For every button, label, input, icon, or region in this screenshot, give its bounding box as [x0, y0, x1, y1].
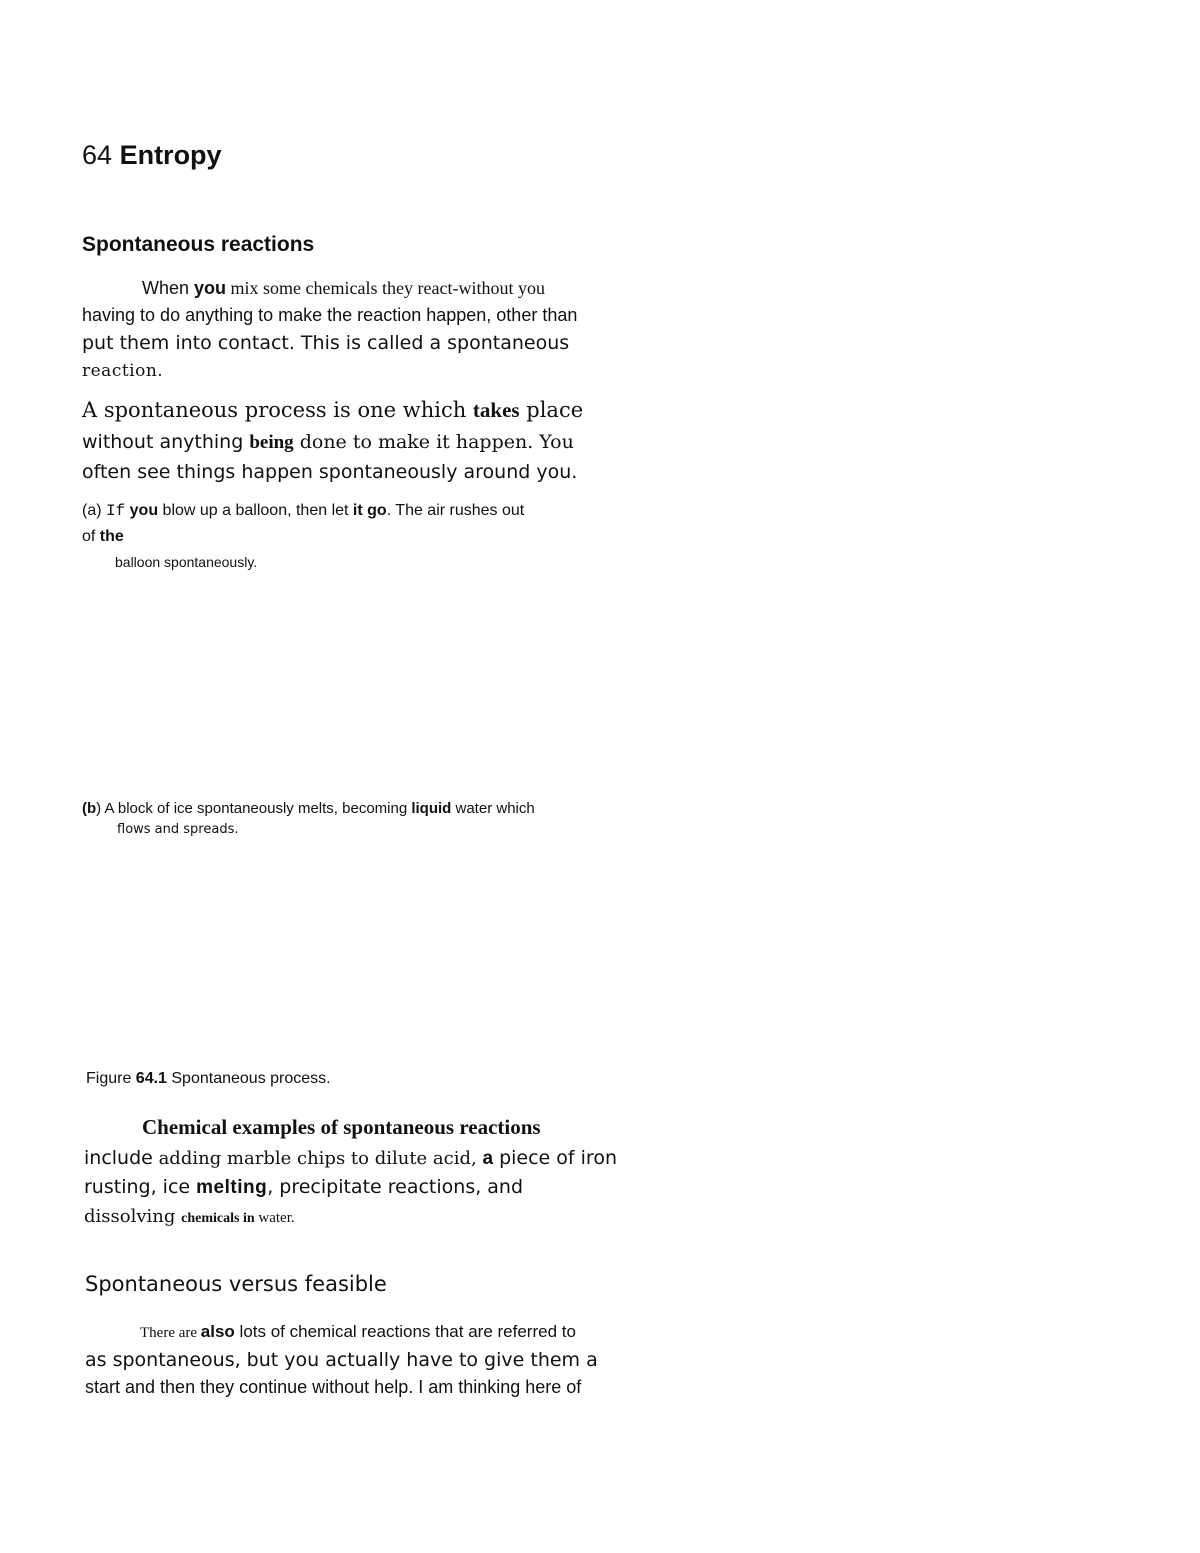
text-run: , precipitate reactions, and [267, 1176, 524, 1198]
chapter-title [82, 140, 222, 171]
text-run: without anything [82, 431, 250, 453]
figure-caption-a [82, 502, 524, 520]
paragraph-line [82, 431, 574, 454]
chapter-number: 64 [82, 140, 113, 170]
text-run: adding marble chips to dilute acid, [152, 1148, 483, 1169]
text-run: of [82, 528, 100, 545]
bold-run: you [194, 278, 227, 298]
text-run: lots of chemical reactions that are referred to [234, 1322, 576, 1341]
paragraph-line [84, 1176, 523, 1199]
text-run: rusting, ice [84, 1176, 197, 1198]
paragraph-line [84, 1147, 617, 1170]
bold-run: being [249, 432, 294, 453]
paragraph-line [142, 278, 545, 299]
text-run: done to make it happen. You [293, 431, 574, 453]
text-run: water. [254, 1210, 295, 1226]
bold-run: takes [472, 398, 520, 422]
text-run: . The air rushes out [386, 502, 525, 519]
text-run: mix some chemicals they react-without you [226, 278, 545, 298]
text-run: blow up a balloon, then let [158, 502, 353, 519]
bold-run: the [99, 528, 124, 545]
text-run: ) A block of ice spontaneously melts, becoming [96, 800, 412, 817]
figure-caption [86, 1070, 331, 1088]
text-run: If [106, 502, 126, 520]
paragraph-line: reaction. [82, 361, 164, 381]
paragraph-line: often see things happen spontaneously around you. [82, 461, 578, 483]
bold-run: melting [196, 1177, 268, 1198]
bold-run: you [129, 502, 159, 519]
figure-caption-a: balloon spontaneously. [115, 554, 258, 570]
text-run: place [519, 398, 584, 422]
paragraph-line: put them into contact. This is called a spontaneous [82, 332, 570, 354]
bold-run: it go [352, 502, 387, 519]
text-run: include [84, 1147, 153, 1169]
figure-caption-a [82, 528, 124, 546]
text-run: There are [140, 1325, 201, 1341]
text-run: A spontaneous process is one which [82, 398, 473, 422]
chapter-name: Entropy [119, 140, 222, 170]
figure-caption-b: flows and spreads. [117, 822, 239, 837]
paragraph-line: as spontaneous, but you actually have to give them a [85, 1349, 598, 1371]
section-heading-spontaneous-reactions: Spontaneous reactions [82, 233, 315, 256]
text-run: dissolving [84, 1206, 182, 1227]
section-heading-spontaneous-versus-feasible: Spontaneous versus feasible [85, 1272, 387, 1296]
text-run: Figure [86, 1070, 136, 1087]
bold-run: (b [82, 800, 97, 817]
paragraph-line [82, 398, 583, 423]
bold-run: chemicals in [181, 1211, 255, 1226]
text-run: Spontaneous process. [166, 1070, 331, 1087]
figure-number: 64.1 [135, 1070, 167, 1087]
bold-run: also [200, 1322, 235, 1341]
text-run: (a) [82, 502, 106, 519]
text-run: piece of iron [493, 1147, 617, 1169]
paragraph-line [140, 1322, 576, 1342]
paragraph-line: start and then they continue without help. I am thinking here of [85, 1377, 582, 1397]
paragraph-line [84, 1206, 295, 1227]
text-run: water which [451, 800, 535, 817]
figure-caption-b [82, 800, 535, 817]
text-run: When [142, 278, 195, 298]
bold-run: liquid [411, 800, 452, 817]
bold-run: a [482, 1148, 494, 1169]
paragraph-line: Chemical examples of spontaneous reactions [142, 1115, 541, 1139]
paragraph-line: having to do anything to make the reaction happen, other than [82, 305, 578, 325]
